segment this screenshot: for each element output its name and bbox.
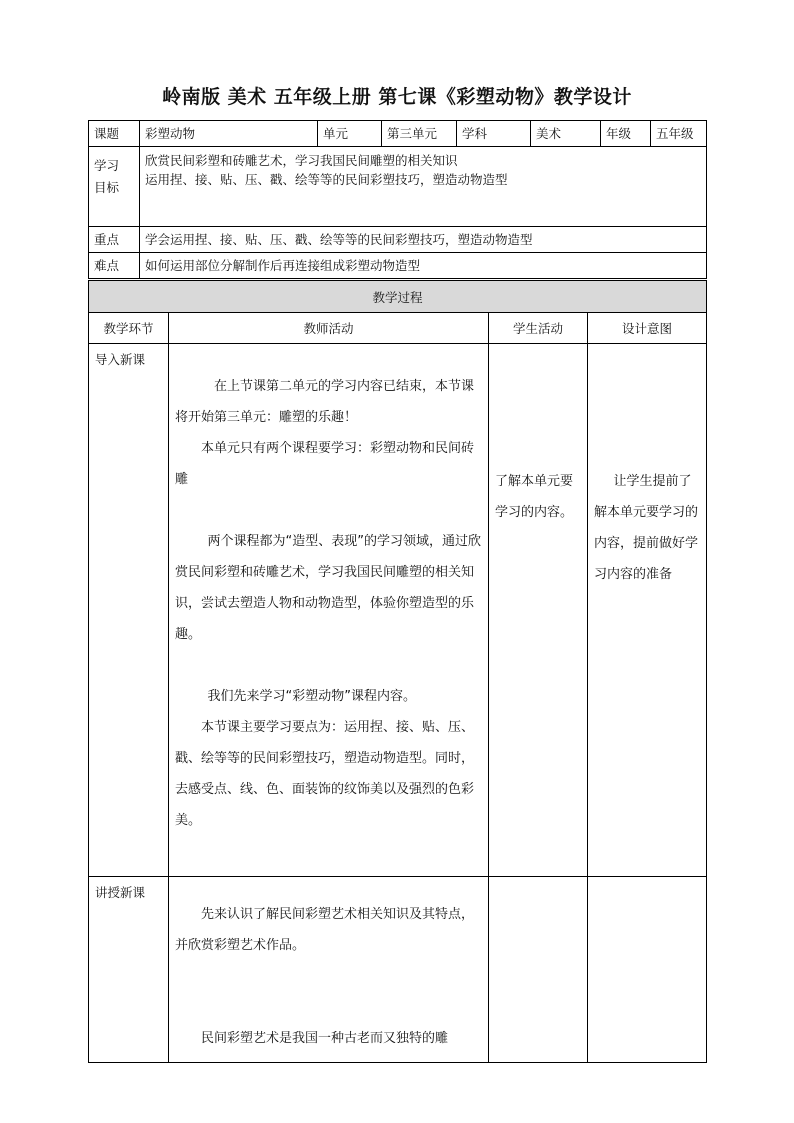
page-title: 岭南版 美术 五年级上册 第七课《彩塑动物》教学设计 <box>162 86 632 108</box>
process-header-row <box>89 281 707 313</box>
teacher-paragraph: 民间彩塑艺术是我国一种古老而又独特的雕 <box>201 1031 449 1046</box>
unit-label: 单元 <box>318 121 382 147</box>
teacher-paragraph: 本单元只有两个课程要学习：彩塑动物和民间砖雕 <box>175 441 475 487</box>
teacher-paragraph: 本节课主要学习要点为：运用捏、接、贴、压、戳、绘等等的民间彩塑技巧，塑造动物造型。同时，去感受点、线、色、面装饰的纹饰美以及强烈的色彩美。 <box>175 720 475 828</box>
info-row-key <box>89 227 707 253</box>
info-row-goals <box>89 147 707 227</box>
subject-value: 美术 <box>531 121 601 147</box>
phase-intro: 导入新课 <box>89 344 169 877</box>
column-header: 学生活动 <box>489 313 588 344</box>
student-activity-teach <box>489 877 588 1063</box>
goal-item: 欣赏民间彩塑和砖雕艺术，学习我国民间雕塑的相关知识 <box>145 153 458 168</box>
student-text: 了解本单元要学习的内容。 <box>495 474 574 520</box>
table-row-teach <box>89 877 707 1063</box>
difficulty-value: 如何运用部位分解制作后再连接组成彩塑动物造型 <box>140 253 707 279</box>
topic-value: 彩塑动物 <box>140 121 318 147</box>
grade-value: 五年级 <box>651 121 707 147</box>
table-row-intro <box>89 344 707 877</box>
student-activity-intro <box>489 344 588 877</box>
column-header-row <box>89 313 707 344</box>
key-value: 学会运用捏、接、贴、压、戳、绘等等的民间彩塑技巧，塑造动物造型 <box>140 227 707 253</box>
goals-label <box>89 147 140 227</box>
info-row-topic <box>89 121 707 147</box>
design-intent-intro <box>588 344 707 877</box>
goals-label-line-1: 学习 <box>94 158 120 173</box>
grade-label: 年级 <box>601 121 651 147</box>
column-header: 教学环节 <box>89 313 169 344</box>
teacher-activity-intro <box>169 344 489 877</box>
phase-teach: 讲授新课 <box>89 877 169 1063</box>
process-header: 教学过程 <box>89 281 707 313</box>
info-row-difficulty <box>89 253 707 279</box>
teacher-paragraph: 先来认识了解民间彩塑艺术相关知识及其特点，并欣赏彩塑艺术作品。 <box>175 907 475 953</box>
difficulty-label: 难点 <box>89 253 140 279</box>
teacher-activity-teach <box>169 877 489 1063</box>
teacher-paragraph: 在上节课第二单元的学习内容已结束，本节课将开始第三单元：雕塑的乐趣！ <box>175 379 475 425</box>
goals-value <box>140 147 707 227</box>
teacher-paragraph: 两个课程都为“造型、表现”的学习领域，通过欣赏民间彩塑和砖雕艺术，学习我国民间雕塑的相关知识，尝试去塑造人物和动物造型，体验你塑造型的乐趣。 <box>175 534 481 642</box>
subject-label: 学科 <box>457 121 531 147</box>
topic-label: 课题 <box>89 121 140 147</box>
intent-text: 让学生提前了解本单元要学习的内容，提前做好学习内容的准备 <box>594 474 699 582</box>
goal-item: 运用捏、接、贴、压、戳、绘等等的民间彩塑技巧，塑造动物造型 <box>145 172 508 187</box>
column-header: 教师活动 <box>169 313 489 344</box>
teaching-process-table <box>88 280 707 1063</box>
teacher-paragraph: 我们先来学习“彩塑动物”课程内容。 <box>207 689 416 704</box>
column-header: 设计意图 <box>588 313 707 344</box>
design-intent-teach <box>588 877 707 1063</box>
goals-label-line-2: 目标 <box>94 180 120 195</box>
unit-value: 第三单元 <box>382 121 457 147</box>
key-label: 重点 <box>89 227 140 253</box>
lesson-info-table <box>88 120 707 279</box>
